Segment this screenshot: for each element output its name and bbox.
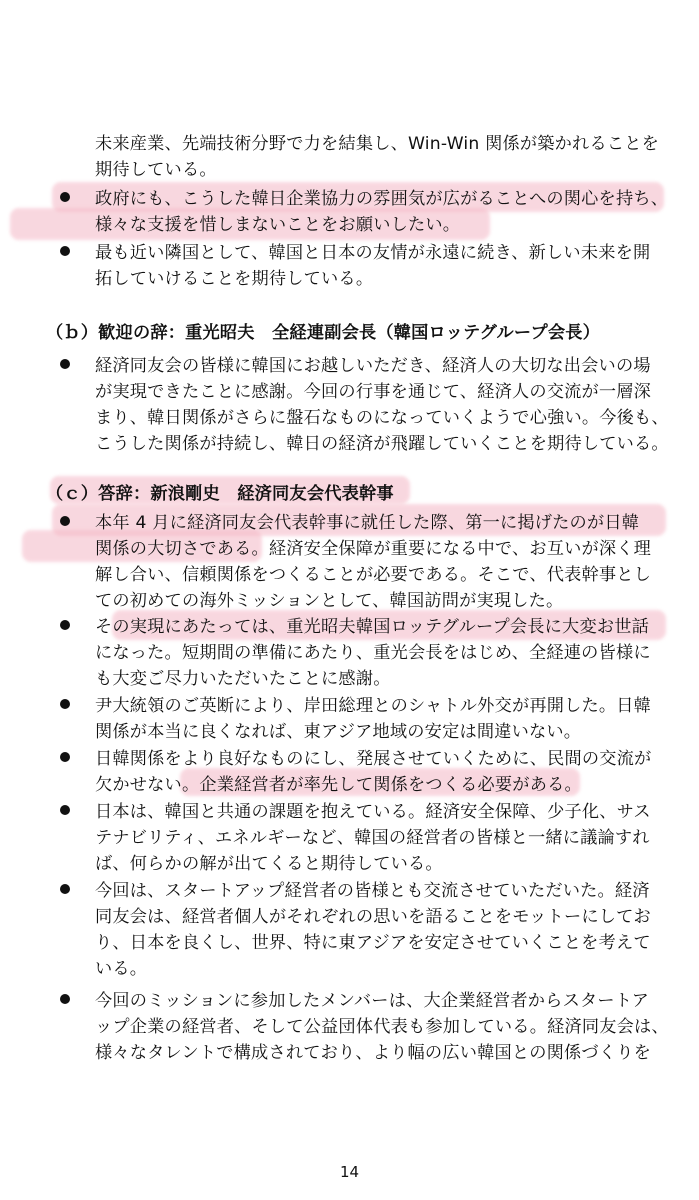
bullet-dot xyxy=(60,516,70,526)
bullet-text-line: ての初めての海外ミッションとして、韓国訪問が実現した。 xyxy=(95,591,564,611)
bullet-text-line: ば、何らかの解が出てくると期待している。 xyxy=(95,854,443,874)
bullet-dot xyxy=(60,192,70,202)
bullet-text-line: り、日本を良くし、世界、特に東アジアを安定させていくことを考えて xyxy=(95,933,651,953)
bullet-text-line: になった。短期間の準備にあたり、重光会長をはじめ、全経連の皆様に xyxy=(95,643,651,663)
bullet-text-line: 様々な支援を惜しまないことをお願いしたい。 xyxy=(95,215,461,235)
bullet-dot xyxy=(60,359,70,369)
bullet-text-line: 関係の大切さである。経済安全保障が重要になる中で、お互いが深く理 xyxy=(95,539,652,559)
bullet-dot xyxy=(60,699,70,709)
section-b-heading: （ｂ）歓迎の辞：重光昭夫 全経連副会長（韓国ロッテグループ会長） xyxy=(46,323,600,343)
bullet-text-line: 政府にも、こうした韓日企業協力の雰囲気が広がることへの関心を持ち、 xyxy=(95,189,669,209)
bullet-dot xyxy=(60,752,70,762)
bullet-text-line: が実現できたことに感謝。今回の行事を通じて、経済人の交流が一層深 xyxy=(95,382,652,402)
bullet-text-line: 解し合い、信頼関係をつくることが必要である。そこで、代表幹事とし xyxy=(95,565,652,585)
bullet-text-line: 同友会は、経営者個人がそれぞれの思いを語ることをモットーにしてお xyxy=(95,907,651,927)
bullet-text-line: 拓していけることを期待している。 xyxy=(95,269,374,289)
bullet-dot xyxy=(60,620,70,630)
section-c-heading: （ｃ）答辞：新浪剛史 経済同友会代表幹事 xyxy=(46,484,394,504)
bullet-dot xyxy=(60,994,70,1004)
bullet-text-line: 様々なタレントで構成されており、より幅の広い韓国との関係づくりを xyxy=(95,1043,651,1063)
bullet-text-line: 本年 4 月に経済同友会代表幹事に就任した際、第一に掲げたのが日韓 xyxy=(95,513,640,533)
bullet-text-line: 欠かせない。企業経営者が率先して関係をつくる必要がある。 xyxy=(95,775,582,795)
bullet-text-line: 最も近い隣国として、韓国と日本の友情が永遠に続き、新しい未来を開 xyxy=(95,243,651,263)
bullet-text-line: ップ企業の経営者、そして公益団体代表も参加している。経済同友会は、 xyxy=(95,1017,669,1037)
bullet-text-line: いる。 xyxy=(95,959,148,979)
bullet-text-line: 日韓関係をより良好なものにし、発展させていくために、民間の交流が xyxy=(95,749,652,769)
intro-line: 未来産業、先端技術分野で力を結集し、Win-Win 関係が築かれることを xyxy=(95,134,659,154)
bullet-text-line: 関係が本当に良くなれば、東アジア地域の安定は間違いない。 xyxy=(95,722,582,742)
bullet-text-line: 今回は、スタートアップ経営者の皆様とも交流させていただいた。経済 xyxy=(95,881,650,901)
bullet-text-line: 尹大統領のご英断により、岸田総理とのシャトル外交が再開した。日韓 xyxy=(95,696,652,716)
bullet-text-line: 今回のミッションに参加したメンバーは、大企業経営者からスタートア xyxy=(95,991,649,1011)
bullet-text-line: こうした関係が持続し、韓日の経済が飛躍していくことを期待している。 xyxy=(95,434,669,454)
bullet-dot xyxy=(60,805,70,815)
bullet-dot xyxy=(60,246,70,256)
bullet-text-line: その実現にあたっては、重光昭夫韓国ロッテグループ会長に大変お世話 xyxy=(95,617,649,637)
intro-line: 期待している。 xyxy=(95,160,217,180)
bullet-text-line: まり、韓日関係がさらに盤石なものになっていくようで心強い。今後も、 xyxy=(95,408,669,428)
bullet-text-line: 日本は、韓国と共通の課題を抱えている。経済安全保障、少子化、サス xyxy=(95,802,651,822)
page-number: 14 xyxy=(339,1163,360,1181)
bullet-text-line: テナビリティ、エネルギーなど、韓国の経営者の皆様と一緒に議論すれ xyxy=(95,828,650,848)
bullet-text-line: も大変ご尽力いただいたことに感謝。 xyxy=(95,669,391,689)
bullet-text-line: 経済同友会の皆様に韓国にお越しいただき、経済人の大切な出会いの場 xyxy=(95,356,651,376)
bullet-dot xyxy=(60,884,70,894)
